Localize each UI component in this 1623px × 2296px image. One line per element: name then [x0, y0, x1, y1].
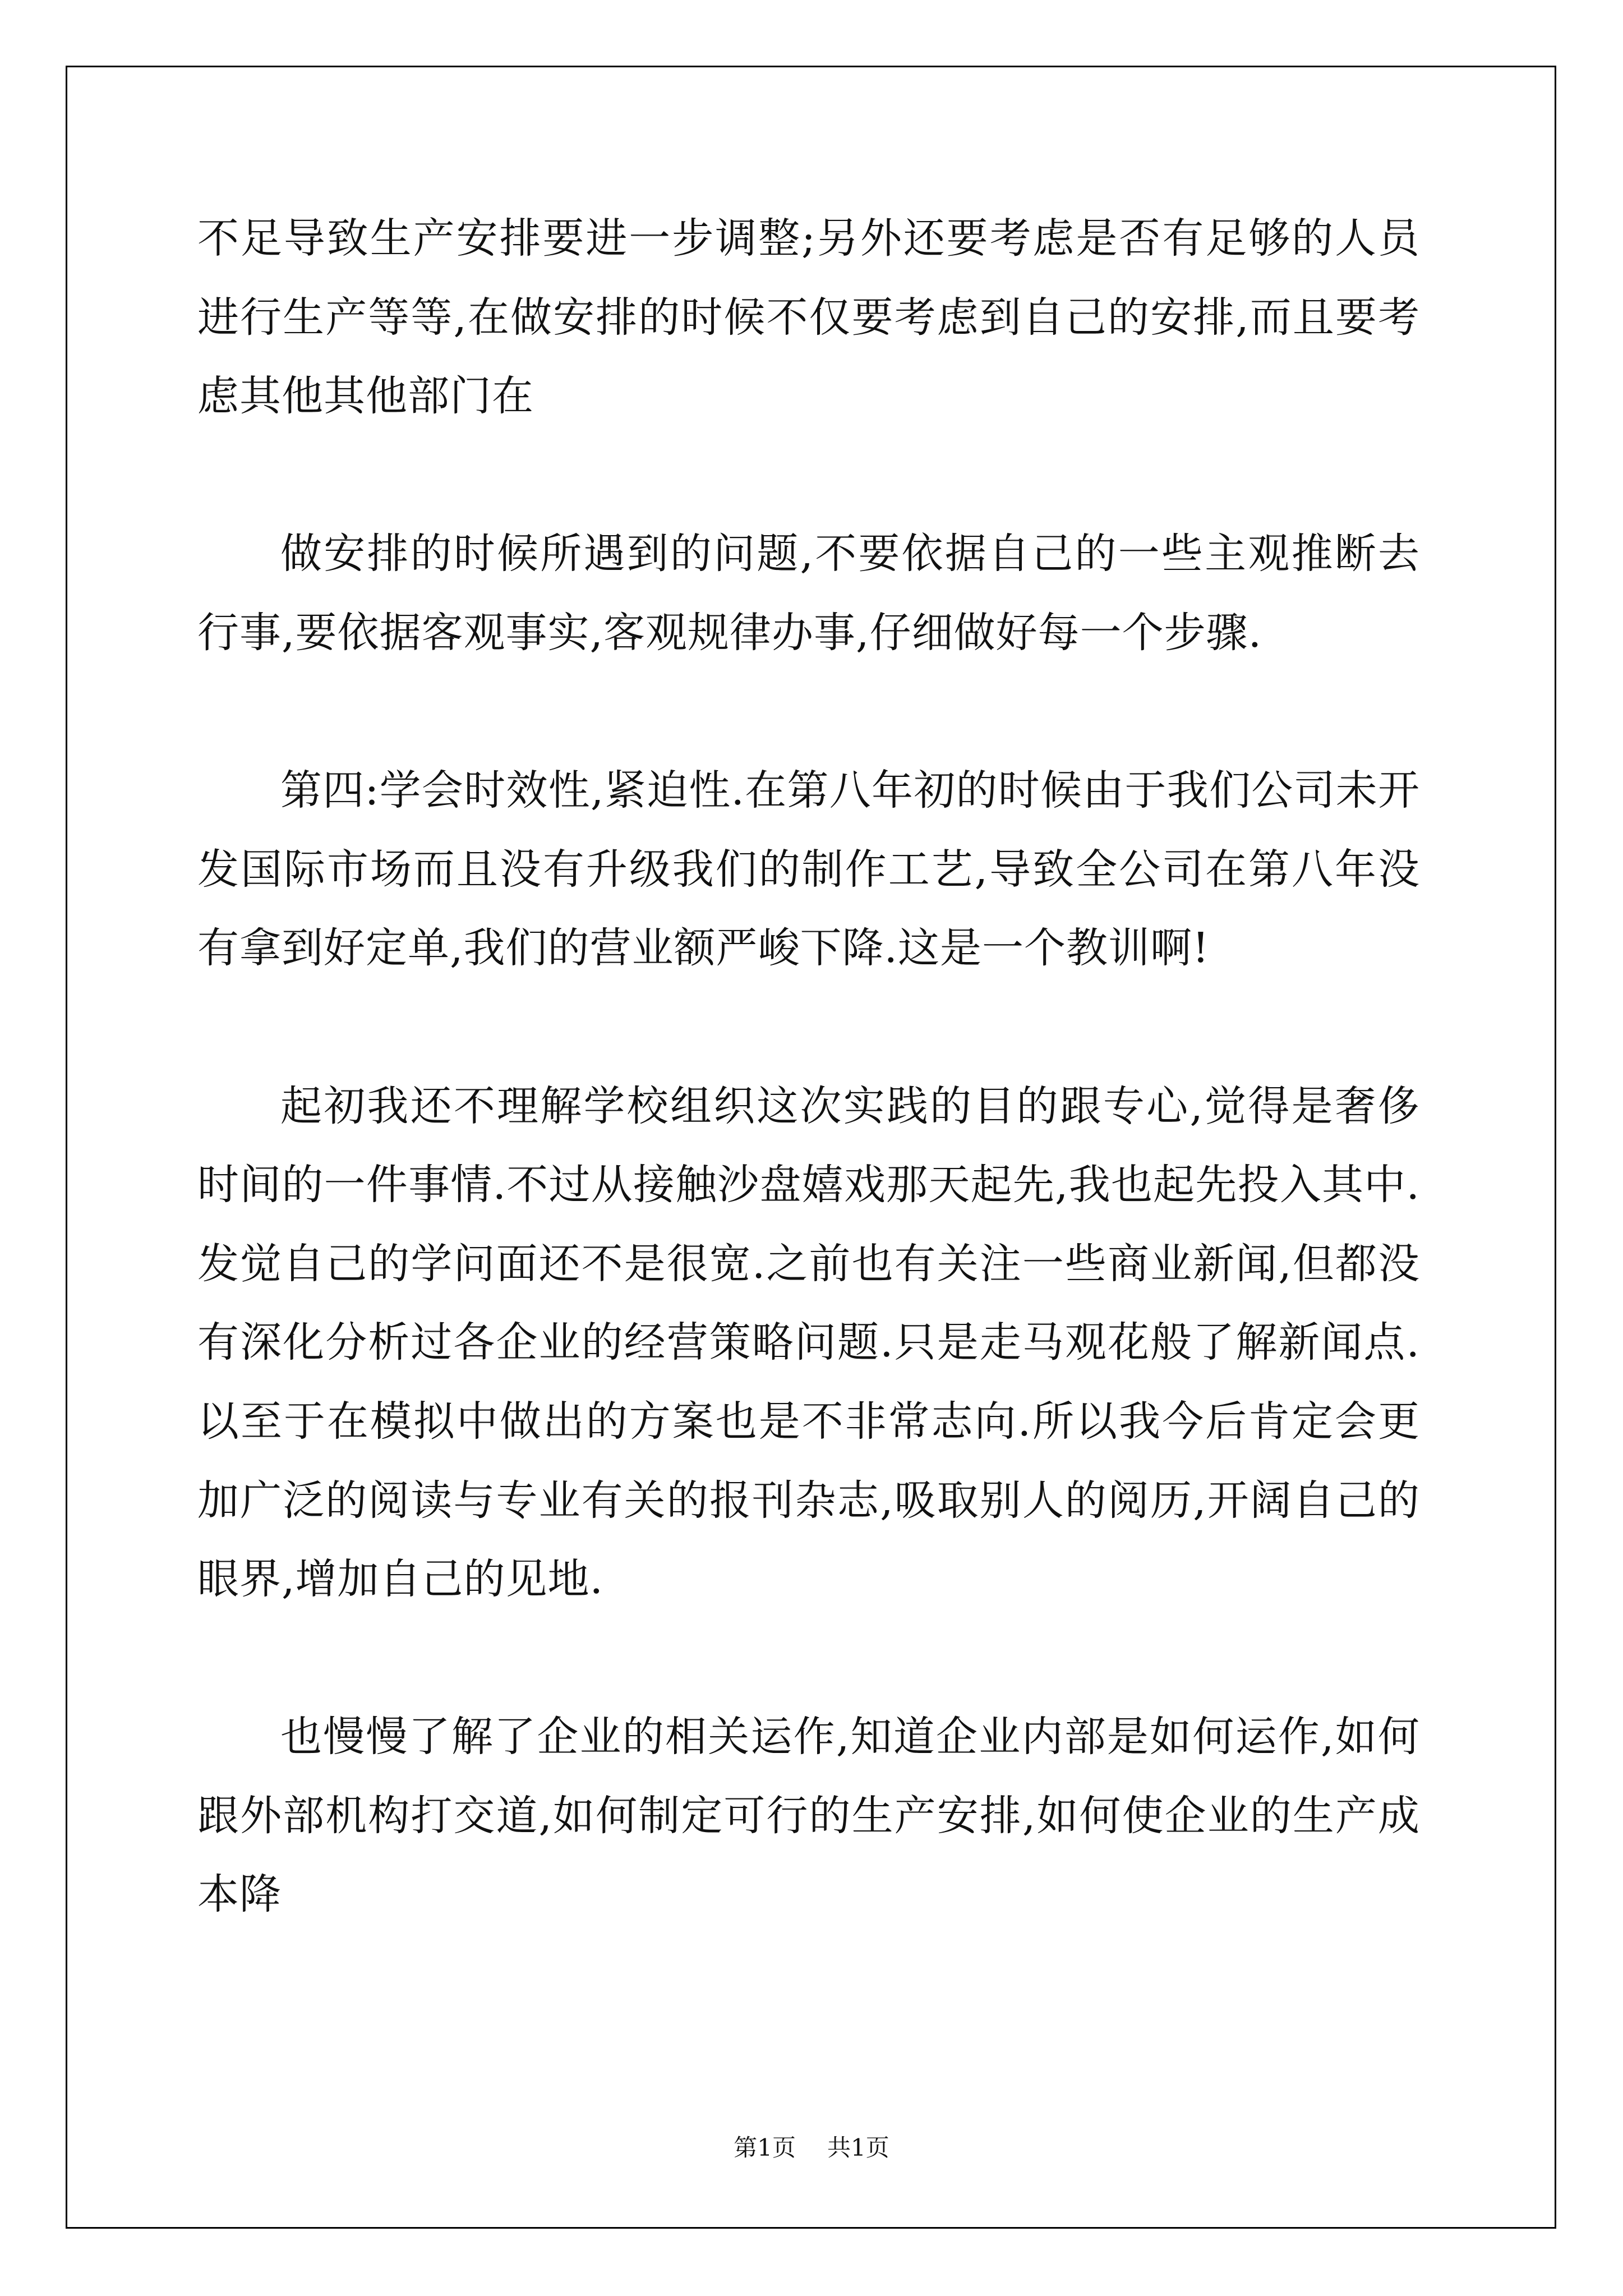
page-number: 第1页: [734, 2134, 796, 2161]
paragraph-5: 也慢慢了解了企业的相关运作,知道企业内部是如何运作,如何跟外部机构打交道,如何制定可行的生产安排,如何使企业的生产成本降: [197, 1713, 1420, 1919]
document-body: [197, 199, 1420, 2013]
paragraph-2: 做安排的时候所遇到的问题,不要依据自己的一些主观推断去行事,要依据客观事实,客观规律办事,仔细做好每一个步骤.: [197, 530, 1420, 657]
paragraph-1: 不足导致生产安排要进一步调整;另外还要考虑是否有足够的人员进行生产等等,在做安排的时候不仅要考虑到自己的安排,而且要考虑其他其他部门在: [197, 214, 1420, 421]
paragraph-3: 第四:学会时效性,紧迫性.在第八年初的时候由于我们公司未开发国际市场而且没有升级我们的制作工艺,导致全公司在第八年没有拿到好定单,我们的营业额严峻下降.这是一个教训啊!: [197, 766, 1420, 973]
page-footer: [0, 2129, 1623, 2163]
paragraph-4: 起初我还不理解学校组织这次实践的目的跟专心,觉得是奢侈时间的一件事情.不过从接触沙盘嬉戏那天起先,我也起先投入其中. 发觉自己的学问面还不是很宽.之前也有关注一些商业新闻,但都没有深化分析过各企业的经营策略问题.只是走马观花般了解新闻点.以至于在模拟中做出的方案也是不非常志向.所以我今后肯定会更加广泛的阅读与专业有关的报刊杂志,吸取别人的阅历,开阔自己的眼界,增加自己的见地.: [197, 1082, 1420, 1604]
page-total: 共1页: [827, 2134, 889, 2161]
